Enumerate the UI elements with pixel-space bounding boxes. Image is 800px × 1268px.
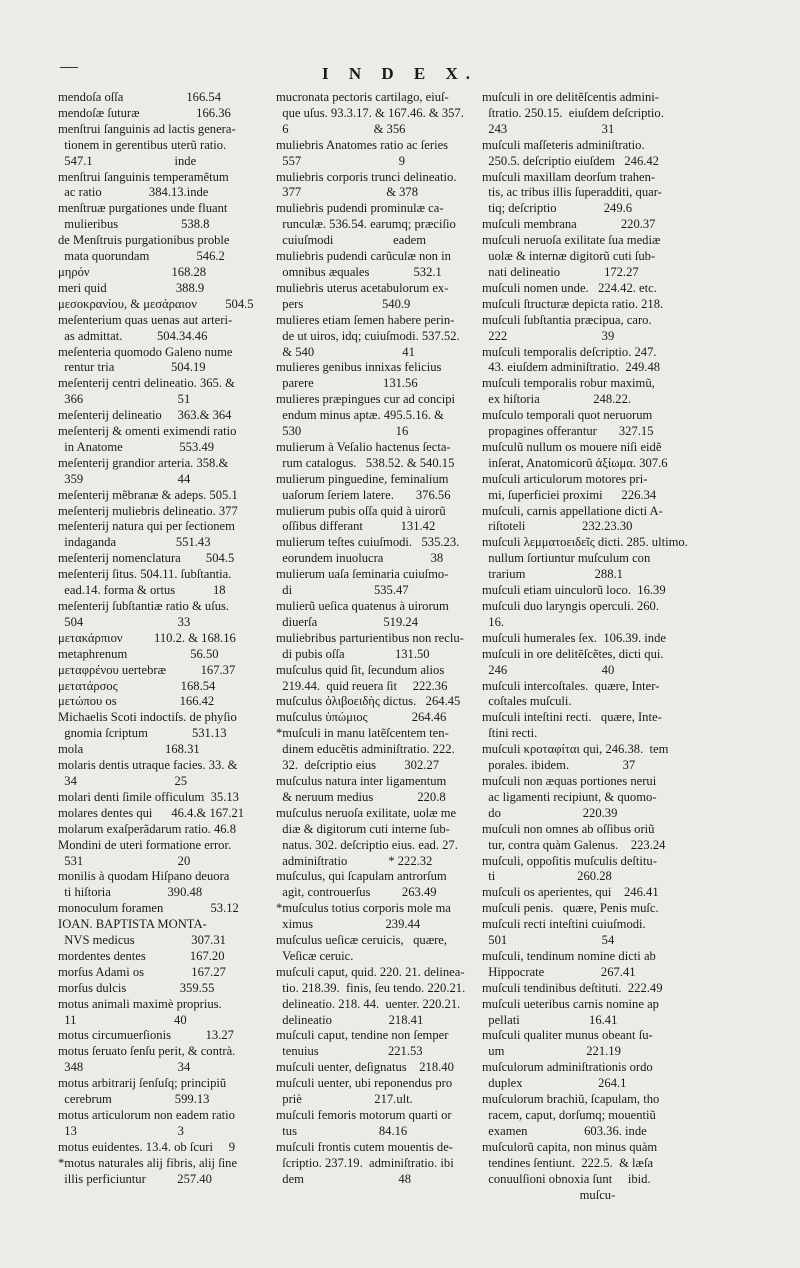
index-entry-line: racem, caput, dorſumq; mouentiũ bbox=[482, 1108, 656, 1122]
index-entry-line: tiq; deſcriptio 249.6 bbox=[482, 201, 633, 216]
index-entry-line: diæ & digitorum cuti interne ſub- bbox=[276, 821, 450, 836]
index-entry-line: muſculi caput, quid. 220. 21. delinea- bbox=[276, 964, 465, 979]
index-entry-line: muſculi frontis cutem mouentis de- bbox=[276, 1139, 453, 1154]
index-entry-line: mordentes dentes 167.20 bbox=[58, 948, 225, 963]
index-entry-line: muſculũ nullum os mouere niſi eidẽ bbox=[482, 439, 662, 454]
index-entry-line: diuerſa 519.24 bbox=[276, 614, 419, 629]
index-entry-line: mulierum pinguedine, feminalium bbox=[276, 471, 449, 486]
index-entry-line: conuulſioni obnoxia ſunt ibid. bbox=[482, 1171, 651, 1186]
index-entry-line: natus. 302. deſcriptio eius. ead. 27. bbox=[276, 837, 458, 852]
index-entry-line: menſtrui ſanguinis ad lactis genera- bbox=[58, 121, 236, 136]
index-entry-line: muſculi temporalis deſcriptio. 247. bbox=[482, 344, 657, 359]
index-entry-line: tur, contra quàm Galenus. 223.24 bbox=[482, 837, 666, 852]
index-column-3 bbox=[482, 90, 688, 1203]
index-entry-line: muſculi maxillam deorſum trahen- bbox=[482, 169, 656, 184]
index-entry-line: ſtini recti. bbox=[482, 726, 538, 741]
index-entry-line: runculæ. 536.54. earumq; præciſio bbox=[276, 217, 456, 232]
index-entry-line: meſenterij & omenti eximendi ratio bbox=[58, 424, 237, 439]
index-entry-line: ex hiſtoria 248.22. bbox=[482, 392, 632, 407]
index-entry-line: μηρόν 168.28 bbox=[58, 264, 207, 279]
index-entry-line: um 221.19 bbox=[482, 1044, 621, 1059]
index-entry-line: meſenterij grandior arteria. 358.& bbox=[58, 455, 229, 470]
index-entry-line: muſculi membrana 220.37 bbox=[482, 217, 656, 232]
index-entry-line: meſenterij muliebris delineatio. 377 bbox=[58, 503, 238, 518]
index-entry-line: muſculi nomen unde. 224.42. etc. bbox=[482, 280, 657, 295]
index-entry-line: agit, controuerſus 263.49 bbox=[276, 885, 437, 900]
index-entry-line: gnomia ſcriptum 531.13 bbox=[58, 726, 227, 741]
index-entry-line: molarum exaſperãdarum ratio. 46.8 bbox=[58, 821, 236, 836]
index-entry-line: trarium 288.1 bbox=[482, 567, 623, 582]
index-entry-line: *muſculus totius corporis mole ma bbox=[276, 901, 451, 916]
index-entry-line: muſculus quid ſit, ſecundum alios bbox=[276, 662, 445, 677]
index-entry-line: ximus 239.44 bbox=[276, 917, 421, 932]
index-entry-line: meſenteria quomodo Galeno nume bbox=[58, 344, 233, 359]
index-entry-line: muſculi ſubſtantia præcipua, caro. bbox=[482, 312, 652, 327]
index-entry-line: mulieres genibus innixas felicius bbox=[276, 360, 442, 375]
index-entry-line: coſtales muſculi. bbox=[482, 694, 572, 709]
index-entry-line: 377 & 378 bbox=[276, 185, 419, 200]
index-entry-line: *motus naturales alij fibris, alij ſine bbox=[58, 1155, 238, 1170]
index-entry-line: muſculi recti inteſtini cuiuſmodi. bbox=[482, 917, 646, 932]
index-entry-line: adminiſtratio * 222.32 bbox=[276, 853, 433, 868]
index-entry-line: mola 168.31 bbox=[58, 742, 200, 757]
page-header: I N D E X. bbox=[321, 64, 479, 83]
index-entry-line: inſerat, Anatomicorũ ἀξίωμα. 307.6 bbox=[482, 455, 668, 470]
index-entry-line: muſculi, tendinum nomine dicti ab bbox=[482, 948, 656, 963]
index-entry-line: parere 131.56 bbox=[276, 376, 418, 391]
index-entry-line: muſculi caput, tendine non ſemper bbox=[276, 1028, 449, 1043]
index-entry-line: 366 51 bbox=[58, 392, 191, 407]
index-entry-line: 219.44. quid reuera ſit 222.36 bbox=[276, 678, 448, 693]
index-entry-line: motus circumuerſionis 13.27 bbox=[58, 1028, 234, 1043]
index-entry-line: muliebris uterus acetabulorum ex- bbox=[276, 280, 449, 295]
index-entry-line: muſculus neruoſa exilitate, uolæ me bbox=[276, 805, 457, 820]
index-entry-line: menſtrui ſanguinis temperamẽtum bbox=[58, 169, 229, 184]
index-entry-line: muſculi qualiter munus obeant ſu- bbox=[482, 1028, 653, 1043]
index-entry-line: Mondini de uteri formatione error. bbox=[58, 837, 232, 852]
index-entry-line: ac ligamenti recipiunt, & quomo- bbox=[482, 789, 657, 804]
index-entry-line: mendoſæ ſuturæ 166.36 bbox=[58, 105, 231, 120]
index-entry-line: muſculi ueteribus carnis nomine ap bbox=[482, 996, 659, 1011]
index-entry-line: meſenterium quas uenas aut arteri- bbox=[58, 312, 233, 327]
index-entry-line: muſculi etiam uinculorũ loco. 16.39 bbox=[482, 583, 666, 598]
index-entry-line: muſculi articulorum motores pri- bbox=[482, 471, 648, 486]
index-entry-line: muſculi in ore delitẽſcentis admini- bbox=[482, 90, 659, 104]
index-entry-line: oſſibus differant 131.42 bbox=[276, 519, 436, 534]
index-entry-line: motus animali maximè proprius. bbox=[58, 996, 222, 1011]
index-entry-line: mulierum teſtes cuiuſmodi. 535.23. bbox=[276, 535, 460, 550]
index-entry-line: muliebris corporis trunci delineatio. bbox=[276, 169, 457, 184]
index-entry-line: indaganda 551.43 bbox=[58, 535, 211, 550]
index-entry-line: ti hiſtoria 390.48 bbox=[58, 885, 203, 900]
index-entry-line: nati delineatio 172.27 bbox=[482, 264, 639, 279]
index-entry-line: metaphrenum 56.50 bbox=[58, 646, 219, 661]
index-entry-line: rentur tria 504.19 bbox=[58, 360, 206, 375]
index-entry-line: di 535.47 bbox=[276, 583, 409, 598]
index-entry-line: as admittat. 504.34.46 bbox=[58, 328, 208, 343]
index-entry-line: delineatio. 218. 44. uenter. 220.21. bbox=[276, 996, 461, 1011]
index-entry-line: 243 31 bbox=[482, 121, 615, 136]
index-entry-line: 11 40 bbox=[58, 1012, 187, 1027]
index-entry-line: mulieres etiam ſemen habere perin- bbox=[276, 312, 455, 327]
index-entry-line: Veſicæ ceruic. bbox=[276, 948, 354, 963]
index-entry-line: omnibus æquales 532.1 bbox=[276, 264, 442, 279]
index-entry-line: meſenterij natura qui per ſectionem bbox=[58, 519, 235, 534]
index-entry-line: IOAN. BAPTISTA MONTA- bbox=[58, 917, 207, 932]
index-entry-line: endum minus aptæ. 495.5.16. & bbox=[276, 408, 444, 423]
index-entry-line: muſculi non æquas portiones nerui bbox=[482, 773, 657, 788]
index-entry-line: muſculi duo laryngis operculi. 260. bbox=[482, 599, 659, 613]
index-entry-line: muſculus, qui ſcapulam antrorſum bbox=[276, 869, 447, 884]
index-entry-line: Hippocrate 267.41 bbox=[482, 964, 636, 979]
index-entry-line: muſculi, carnis appellatione dicti A- bbox=[482, 503, 663, 518]
index-entry-line: NVS medicus 307.31 bbox=[58, 933, 226, 948]
index-entry-line: molari denti ſimile officulum 35.13 bbox=[58, 789, 239, 804]
index-entry-line: mulierum uaſa ſeminaria cuiuſmo- bbox=[276, 567, 449, 582]
index-entry-line: tionem in gerentibus uterũ ratio. bbox=[58, 137, 227, 152]
index-entry-line: meſenterij ſitus. 504.11. ſubſtantia. bbox=[58, 567, 232, 582]
index-entry-line: meſenterij delineatio 363.& 364 bbox=[58, 408, 232, 423]
index-entry-line: muſculi ſtructuræ depicta ratio. 218. bbox=[482, 296, 664, 311]
index-entry-line: muliebris pudendi prominulæ ca- bbox=[276, 201, 444, 216]
index-entry-line: muſculi temporalis robur maximũ, bbox=[482, 376, 655, 391]
index-entry-line: in Anatome 553.49 bbox=[58, 439, 215, 454]
index-entry-line: μεταφρένου uertebræ 167.37 bbox=[58, 662, 236, 677]
index-entry-line: mulieres præpingues cur ad concipi bbox=[276, 392, 456, 407]
index-entry-line: ead.14. forma & ortus 18 bbox=[58, 583, 226, 598]
index-entry-line: muliebris Anatomes ratio ac ſeries bbox=[276, 137, 449, 152]
index-entry-line: delineatio 218.41 bbox=[276, 1012, 424, 1027]
index-entry-line: dem 48 bbox=[276, 1171, 412, 1186]
index-entry-line: motus ſeruato ſenſu perit, & contrà. bbox=[58, 1044, 236, 1059]
index-entry-line: muſculorum adminiſtrationis ordo bbox=[482, 1060, 653, 1075]
index-entry-line: muſculi non omnes ab oſſibus oriũ bbox=[482, 821, 655, 836]
index-entry-line: cerebrum 599.13 bbox=[58, 1092, 210, 1107]
index-entry-line: 34 25 bbox=[58, 773, 188, 788]
index-entry-line: μετώπου os 166.42 bbox=[58, 694, 215, 709]
index-entry-line: tendines ſentiunt. 222.5. & læſa bbox=[482, 1155, 654, 1170]
index-entry-line: ſtratio. 250.15. eiuſdem deſcriptio. bbox=[482, 105, 664, 120]
index-entry-line: 6 & 356 bbox=[276, 121, 406, 136]
index-entry-line: muſculi uenter, ubi reponendus pro bbox=[276, 1076, 453, 1091]
index-entry-line: & neruum medius 220.8 bbox=[276, 789, 446, 804]
index-entry-line: & 540 41 bbox=[276, 344, 415, 359]
index-entry-line: dinem educẽtis adminiſtratio. 222. bbox=[276, 742, 455, 757]
index-entry-line: muſculus natura inter ligamentum bbox=[276, 773, 447, 788]
index-entry-line: muſculi os aperientes, qui 246.41 bbox=[482, 885, 659, 900]
index-entry-line: motus arbitrarij ſenſuſq; principiũ bbox=[58, 1076, 227, 1091]
index-entry-line: de ut uiros, idq; cuiuſmodi. 537.52. bbox=[276, 328, 460, 343]
index-entry-line: molares dentes qui 46.4.& 167.21 bbox=[58, 805, 245, 820]
index-entry-line: mi, ſuperficiei proximi 226.34 bbox=[482, 487, 657, 502]
index-entry-line: riſtoteli 232.23.30 bbox=[482, 519, 633, 534]
index-entry-line: morſus Adami os 167.27 bbox=[58, 964, 226, 979]
index-entry-line: mucronata pectoris cartilago, eiuſ- bbox=[276, 90, 449, 104]
index-entry-line: tus 84.16 bbox=[276, 1123, 408, 1138]
index-entry-line: muſculus ueſicæ ceruicis, quære, bbox=[276, 933, 448, 948]
index-entry-line: 359 44 bbox=[58, 471, 191, 486]
index-entry-line: 557 9 bbox=[276, 153, 406, 168]
index-entry-line: 246 40 bbox=[482, 662, 615, 677]
index-entry-line: muſculi, oppoſitis muſculis deſtitu- bbox=[482, 853, 657, 868]
index-entry-line: duplex 264.1 bbox=[482, 1076, 627, 1091]
index-entry-line: mendoſa oſſa 166.54 bbox=[58, 90, 221, 104]
index-entry-line: illis perficiuntur 257.40 bbox=[58, 1171, 212, 1186]
index-entry-line: muſculi κροταφίται qui, 246.38. tem bbox=[482, 742, 669, 757]
index-entry-line: meſenterij nomenclatura 504.5 bbox=[58, 551, 235, 566]
index-entry-line: 530 16 bbox=[276, 424, 409, 439]
index-entry-line: tio. 218.39. finis, ſeu tendo. 220.21. bbox=[276, 980, 466, 995]
index-entry-line: meſenterij centri delineatio. 365. & bbox=[58, 376, 235, 391]
index-entry-line: muſculi penis. quære, Penis muſc. bbox=[482, 901, 659, 916]
index-entry-line: molaris dentis utraque facies. 33. & bbox=[58, 758, 238, 773]
index-entry-line: 16. bbox=[482, 614, 505, 629]
index-entry-line: ſcriptio. 237.19. adminiſtratio. ibi bbox=[276, 1155, 454, 1170]
index-entry-line: pellati 16.41 bbox=[482, 1012, 618, 1027]
index-entry-line: muſculo temporali quot neruorum bbox=[482, 408, 653, 423]
index-entry-line: monoculum foramen 53.12 bbox=[58, 901, 239, 916]
index-entry-line: 43. eiuſdem adminiſtratio. 249.48 bbox=[482, 360, 661, 375]
index-entry-line: muſculus ὑπώμιος 264.46 bbox=[276, 710, 447, 725]
index-entry-line: muſculi humerales ſex. 106.39. inde bbox=[482, 630, 666, 645]
index-entry-line: eorundem inuolucra 38 bbox=[276, 551, 444, 566]
index-entry-line: tis, ac tribus illis ſuperadditi, quar- bbox=[482, 185, 662, 200]
index-entry-line: priè 217.ult. bbox=[276, 1092, 413, 1107]
index-entry-line: μεσοκρανίου, & μεσάραιον 504.5 bbox=[58, 296, 254, 311]
index-column-2 bbox=[276, 90, 476, 1188]
index-entry-line: 348 34 bbox=[58, 1060, 191, 1075]
index-entry-line: examen 603.36. inde bbox=[482, 1123, 647, 1138]
index-entry-line: 32. deſcriptio eius 302.27 bbox=[276, 758, 439, 773]
index-entry-line: muſculorum brachiũ, ſcapulam, tho bbox=[482, 1092, 660, 1107]
index-entry-line: 222 39 bbox=[482, 328, 615, 343]
index-entry-line: 504 33 bbox=[58, 614, 191, 629]
index-entry-line: de Menſtruis purgationibus proble bbox=[58, 233, 230, 248]
index-entry-line: muſculi tendinibus deſtituti. 222.49 bbox=[482, 980, 663, 995]
index-entry-line: cuiuſmodi eadem bbox=[276, 233, 427, 248]
index-entry-line: porales. ibidem. 37 bbox=[482, 758, 636, 773]
index-entry-line: mulieribus 538.8 bbox=[58, 217, 210, 232]
index-entry-line: ti 260.28 bbox=[482, 869, 612, 884]
index-entry-line: muſculorũ capita, non minus quàm bbox=[482, 1139, 658, 1154]
index-entry-line: mulierum à Veſalio hactenus ſecta- bbox=[276, 439, 451, 454]
index-entry-line: muſcu- bbox=[482, 1187, 616, 1202]
index-entry-line: morſus dulcis 359.55 bbox=[58, 980, 215, 995]
index-entry-line: muſculi in ore delitẽſcẽtes, dicti qui. bbox=[482, 646, 664, 661]
index-entry-line: 547.1 inde bbox=[58, 153, 197, 168]
index-entry-line: muliebribus parturientibus non reclu- bbox=[276, 630, 464, 645]
index-entry-line: muſculi maſſeteris adminiſtratio. bbox=[482, 137, 645, 152]
index-entry-line: 531 20 bbox=[58, 853, 191, 868]
index-entry-line: muliebris pudendi carũculæ non in bbox=[276, 249, 451, 264]
index-entry-line: uaſorum ſeriem latere. 376.56 bbox=[276, 487, 451, 502]
index-entry-line: muſculi uenter, deſignatus 218.40 bbox=[276, 1060, 454, 1075]
index-entry-line: meſenterij ſubſtantiæ ratio & uſus. bbox=[58, 599, 230, 613]
index-entry-line: 501 54 bbox=[482, 933, 615, 948]
index-entry-line: muſculi inteſtini recti. quære, Inte- bbox=[482, 710, 662, 725]
index-entry-line: tenuius 221.53 bbox=[276, 1044, 423, 1059]
index-entry-line: propagines offerantur 327.15 bbox=[482, 424, 654, 439]
index-entry-line: rum catalogus. 538.52. & 540.15 bbox=[276, 455, 455, 470]
index-entry-line: do 220.39 bbox=[482, 805, 618, 820]
index-entry-line: μετακάρπιον 110.2. & 168.16 bbox=[58, 630, 236, 645]
index-entry-line: pers 540.9 bbox=[276, 296, 411, 311]
index-entry-line: ac ratio 384.13.inde bbox=[58, 185, 209, 200]
index-entry-line: di pubis oſſa 131.50 bbox=[276, 646, 430, 661]
index-entry-line: motus euidentes. 13.4. ob ſcuri 9 bbox=[58, 1139, 235, 1154]
index-column-1 bbox=[58, 90, 276, 1188]
index-entry-line: muſculus ὀλιβοειδὴς dictus. 264.45 bbox=[276, 694, 461, 709]
index-entry-line: menſtruæ purgationes unde fluant bbox=[58, 201, 228, 216]
index-entry-line: muſculi neruoſa exilitate ſua mediæ bbox=[482, 233, 661, 248]
index-entry-line: mata quorundam 546.2 bbox=[58, 249, 225, 264]
index-entry-line: Michaelis Scoti indoctiſs. de phyſio bbox=[58, 710, 237, 725]
index-entry-line: nullum ſortiuntur muſculum con bbox=[482, 551, 651, 566]
index-entry-line: muſculi intercoſtales. quære, Inter- bbox=[482, 678, 660, 693]
index-entry-line: uolæ & internæ digitorũ cuti ſub- bbox=[482, 249, 656, 264]
index-entry-line: 13 3 bbox=[58, 1123, 184, 1138]
index-entry-line: muſculi femoris motorum quarti or bbox=[276, 1108, 452, 1122]
index-entry-line: muſculi λεμματοειδεῖς dicti. 285. ultimo. bbox=[482, 535, 688, 550]
index-entry-line: *muſculi in manu latẽſcentem ten- bbox=[276, 726, 449, 741]
index-entry-line: mulierũ ueſica quatenus à uirorum bbox=[276, 599, 449, 613]
index-entry-line: meri quid 388.9 bbox=[58, 280, 205, 295]
index-entry-line: monilis à quodam Hiſpano deuora bbox=[58, 869, 230, 884]
index-entry-line: meſenterij mẽbranæ & adeps. 505.1 bbox=[58, 487, 238, 502]
index-entry-line: mulierum pubis oſſa quid à uirorũ bbox=[276, 503, 446, 518]
index-entry-line: μετατάρσος 168.54 bbox=[58, 678, 216, 693]
index-entry-line: motus articulorum non eadem ratio bbox=[58, 1108, 235, 1122]
index-entry-line: 250.5. deſcriptio eiuſdem 246.42 bbox=[482, 153, 659, 168]
index-entry-line: que uſus. 93.3.17. & 167.46. & 357. bbox=[276, 105, 464, 120]
